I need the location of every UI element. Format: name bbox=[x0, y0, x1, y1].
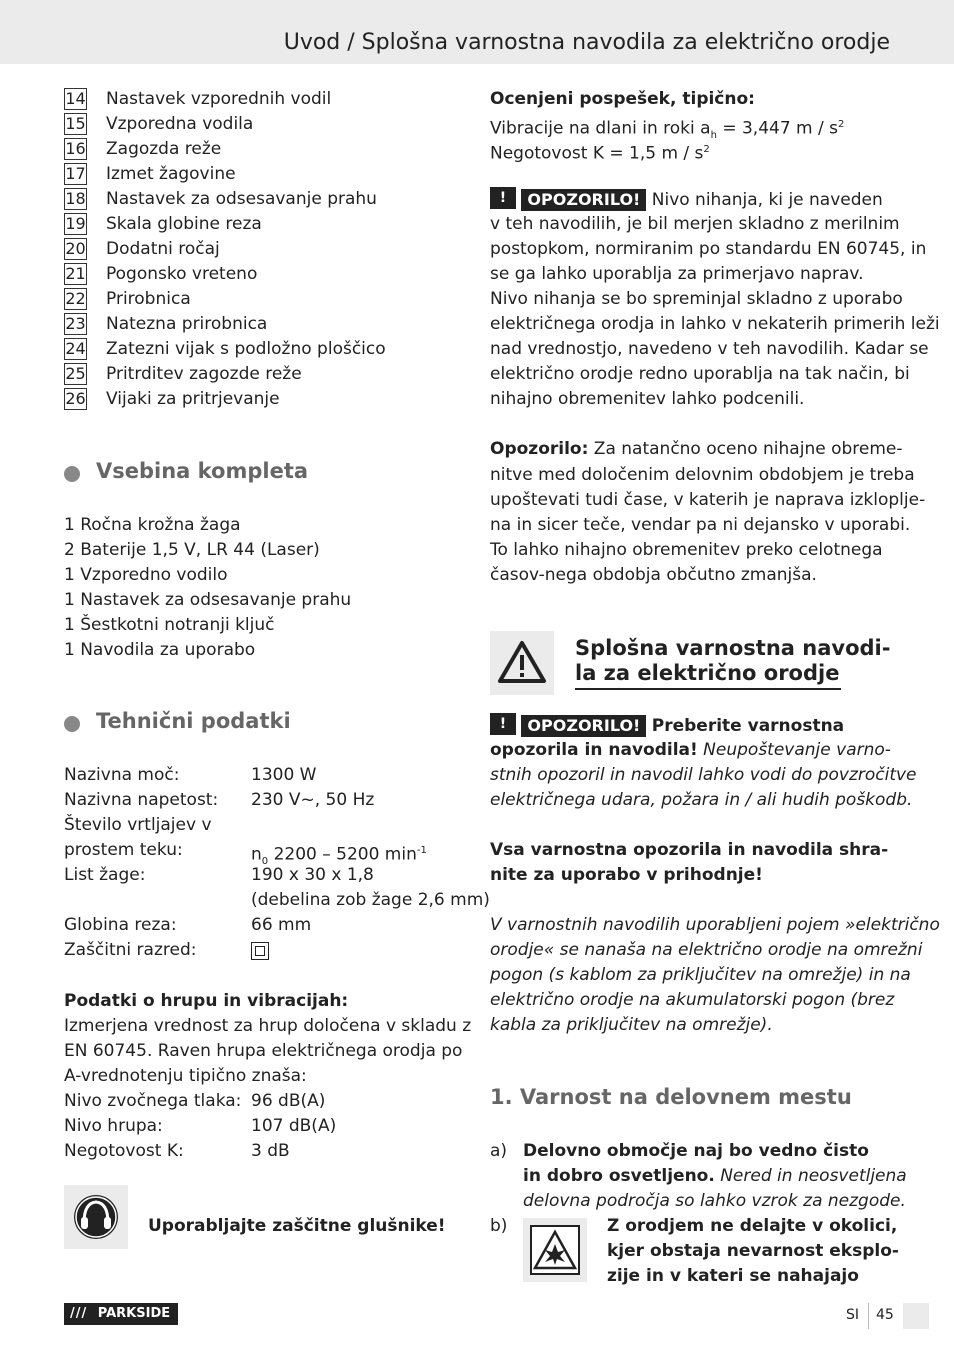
item-b-line: Z orodjem ne delajte v okolici, bbox=[607, 1216, 898, 1236]
term-text-line: V varnostnih navodilih uporabljeni pojem »električno bbox=[490, 915, 940, 935]
noise-text-line: A-vrednotenju tipično znaša: bbox=[64, 1066, 307, 1086]
term-text-line: pogon (s kablom za priključitev na omrežje) in na bbox=[490, 965, 911, 985]
part-number: 14 bbox=[65, 89, 86, 108]
note-first-line: Opozorilo: Za natančno oceno nihajne obreme- bbox=[490, 439, 903, 459]
ear-protection-icon bbox=[64, 1185, 128, 1249]
note-text-line: To lahko nihajno obremenitev preko celotnega bbox=[490, 540, 883, 560]
spec-label: Število vrtljajev v bbox=[64, 815, 212, 835]
kit-item: 1 Šestkotni notranji ključ bbox=[64, 615, 275, 635]
item-a-bold: Delovno območje naj bo vedno čisto bbox=[523, 1141, 869, 1161]
item-label-b: b) bbox=[490, 1216, 508, 1236]
spec-value: (debelina zob žage 2,6 mm) bbox=[251, 890, 490, 910]
warning-text-line: se ga lahko uporablja za primerjavo naprav. bbox=[490, 264, 864, 284]
safety-title-line2: la za električno orodje bbox=[575, 661, 840, 685]
term-text-line: kabla za priključitev na omrežje). bbox=[490, 1015, 773, 1035]
warning-text-line: električno orodje redno uporablja na tak način, bi bbox=[490, 364, 910, 384]
section-title-kit: Vsebina kompleta bbox=[96, 459, 309, 483]
spec-label: List žage: bbox=[64, 865, 146, 885]
section-bullet bbox=[64, 716, 80, 732]
warning-block-1 bbox=[490, 187, 883, 213]
part-number: 17 bbox=[65, 164, 86, 183]
term-text-line: električno orodje na akumulatorski pogon (brez bbox=[490, 990, 895, 1010]
section-bullet bbox=[64, 466, 80, 482]
part-label: Prirobnica bbox=[106, 289, 191, 309]
part-label: Zatezni vijak s podložno ploščico bbox=[106, 339, 386, 359]
noise-value: 96 dB(A) bbox=[251, 1091, 326, 1111]
kit-item: 1 Vzporedno vodilo bbox=[64, 565, 228, 585]
item-label-a: a) bbox=[490, 1141, 508, 1161]
safety-warning-line1: ! OPOZORILO! Preberite varnostna bbox=[490, 713, 844, 739]
spec-value: $n_0$ 2200 – 5200 $\min^{-1}$ bbox=[251, 844, 427, 868]
page-header bbox=[0, 0, 954, 64]
footer-tab bbox=[903, 1303, 929, 1329]
spec-label: Zaščitni razred: bbox=[64, 940, 197, 960]
warning-text-line: postopkom, normiranim po standardu EN 60745, in bbox=[490, 239, 927, 259]
part-label: Nastavek za odsesavanje prahu bbox=[106, 189, 377, 209]
vibration-line2: Negotovost K = 1,5 m / $s^2$ bbox=[490, 143, 710, 164]
safety-text-line: stnih opozoril in navodil lahko vodi do povzročitve bbox=[490, 765, 917, 785]
page-number: 45 bbox=[876, 1307, 894, 1323]
warning-triangle-icon: ! bbox=[490, 187, 516, 209]
part-label: Dodatni ročaj bbox=[106, 239, 220, 259]
page-title: Uvod / Splošna varnostna navodila za električno orodje bbox=[283, 30, 890, 55]
noise-text-line: Izmerjena vrednost za hrup določena v skladu z bbox=[64, 1016, 472, 1036]
part-number: 20 bbox=[65, 239, 86, 258]
noise-label: Nivo zvočnega tlaka: bbox=[64, 1091, 242, 1111]
part-label: Zagozda reže bbox=[106, 139, 222, 159]
language-code: SI bbox=[846, 1307, 860, 1323]
note-text-line: časov-nega obdobja občutno zmanjša. bbox=[490, 565, 817, 585]
kit-item: 1 Nastavek za odsesavanje prahu bbox=[64, 590, 352, 610]
part-number: 21 bbox=[65, 264, 86, 283]
part-number: 15 bbox=[65, 114, 86, 133]
spec-value: 230 V~, 50 Hz bbox=[251, 790, 375, 810]
warning-text-line: Nivo nihanja se bo spreminjal skladno z uporabo bbox=[490, 289, 903, 309]
warning-text-line: nad vrednostjo, navedeno v teh navodilih. Kadar se bbox=[490, 339, 929, 359]
part-label: Pogonsko vreteno bbox=[106, 264, 258, 284]
spec-label: Nazivna moč: bbox=[64, 765, 180, 785]
spec-value: 1300 W bbox=[251, 765, 317, 785]
keep-text-line: nite za uporabo v prihodnje! bbox=[490, 865, 763, 885]
warning-triangle-icon bbox=[490, 631, 554, 695]
note-text-line: na in sicer teče, vendar pa ni dejansko v uporabi. bbox=[490, 515, 911, 535]
part-label: Skala globine reza bbox=[106, 214, 262, 234]
section-title-tech: Tehnični podatki bbox=[96, 709, 291, 733]
part-number: 22 bbox=[65, 289, 86, 308]
part-label: Pritrditev zagozde reže bbox=[106, 364, 302, 384]
item-b-line: kjer obstaja nevarnost eksplo- bbox=[607, 1241, 899, 1261]
noise-value: 107 dB(A) bbox=[251, 1116, 337, 1136]
part-label: Vzporedna vodila bbox=[106, 114, 254, 134]
part-label: Nastavek vzporednih vodil bbox=[106, 89, 332, 109]
part-number: 25 bbox=[65, 364, 86, 383]
safety-text-line: električnega udara, požara in / ali hudih poškodb. bbox=[490, 790, 913, 810]
part-number: 26 bbox=[65, 389, 86, 408]
warning-text-line: v teh navodilih, je bil merjen skladno z merilnim bbox=[490, 214, 900, 234]
note-text-line: nitve med določenim delovnim obdobjem je treba bbox=[490, 465, 915, 485]
part-number: 19 bbox=[65, 214, 86, 233]
warning-label: OPOZORILO! bbox=[521, 189, 646, 211]
spec-label: prostem teku: bbox=[64, 840, 183, 860]
term-text-line: orodje« se nanaša na električno orodje na omrežni bbox=[490, 940, 923, 960]
noise-title: Podatki o hrupu in vibracijah: bbox=[64, 991, 349, 1011]
section-title-workplace: 1. Varnost na delovnem mestu bbox=[490, 1085, 852, 1109]
explosion-hazard-icon bbox=[523, 1218, 587, 1282]
title-underline bbox=[575, 688, 841, 690]
part-number: 18 bbox=[65, 189, 86, 208]
warning-triangle-icon: ! bbox=[490, 713, 516, 735]
ear-protection-notice: Uporabljajte zaščitne glušnike! bbox=[148, 1216, 446, 1236]
kit-item: 1 Navodila za uporabo bbox=[64, 640, 256, 660]
warning-label: OPOZORILO! bbox=[521, 715, 646, 737]
vibration-line1: Vibracije na dlani in roki $a_h = 3,447$ m / $s^2$ bbox=[490, 118, 845, 142]
kit-item: 2 Baterije 1,5 V, LR 44 (Laser) bbox=[64, 540, 320, 560]
spec-label: Globina reza: bbox=[64, 915, 177, 935]
noise-value: 3 dB bbox=[251, 1141, 290, 1161]
part-label: Izmet žagovine bbox=[106, 164, 236, 184]
footer-divider bbox=[868, 1303, 869, 1329]
spec-value: 190 x 30 x 1,8 bbox=[251, 865, 374, 885]
item-b-line: zije in v kateri se nahajajo bbox=[607, 1266, 859, 1286]
spec-value: 66 mm bbox=[251, 915, 312, 935]
part-label: Natezna prirobnica bbox=[106, 314, 268, 334]
noise-text-line: EN 60745. Raven hrupa električnega orodja po bbox=[64, 1041, 463, 1061]
noise-label: Nivo hrupa: bbox=[64, 1116, 163, 1136]
spec-label: Nazivna napetost: bbox=[64, 790, 219, 810]
warning-text-line: električnega orodja in lahko v nekaterih primerih leži bbox=[490, 314, 940, 334]
brand-logo: /// PARKSIDE bbox=[64, 1303, 178, 1325]
vibration-title: Ocenjeni pospešek, tipično: bbox=[490, 89, 755, 109]
item-a-line2: in dobro osvetljeno. Nered in neosvetljena bbox=[523, 1166, 907, 1186]
protection-class-icon bbox=[251, 942, 269, 960]
item-a-line3: delovna področja so lahko vzrok za nezgode. bbox=[523, 1191, 906, 1211]
part-number: 23 bbox=[65, 314, 86, 333]
part-number: 16 bbox=[65, 139, 86, 158]
safety-title-line1: Splošna varnostna navodi- bbox=[575, 636, 891, 660]
noise-label: Negotovost K: bbox=[64, 1141, 184, 1161]
warning-text-line: nihajno obremenitev lahko podcenili. bbox=[490, 389, 805, 409]
note-text-line: upoštevati tudi čase, v katerih je naprava izklopljе- bbox=[490, 490, 926, 510]
warning-text: Nivo nihanja, ki je naveden bbox=[651, 190, 883, 210]
kit-item: 1 Ročna krožna žaga bbox=[64, 515, 241, 535]
part-label: Vijaki za pritrjevanje bbox=[106, 389, 280, 409]
keep-text-line: Vsa varnostna opozorila in navodila shra- bbox=[490, 840, 889, 860]
safety-warning-line2: opozorila in navodila! Neupoštevanje varno- bbox=[490, 740, 891, 760]
part-number: 24 bbox=[65, 339, 86, 358]
